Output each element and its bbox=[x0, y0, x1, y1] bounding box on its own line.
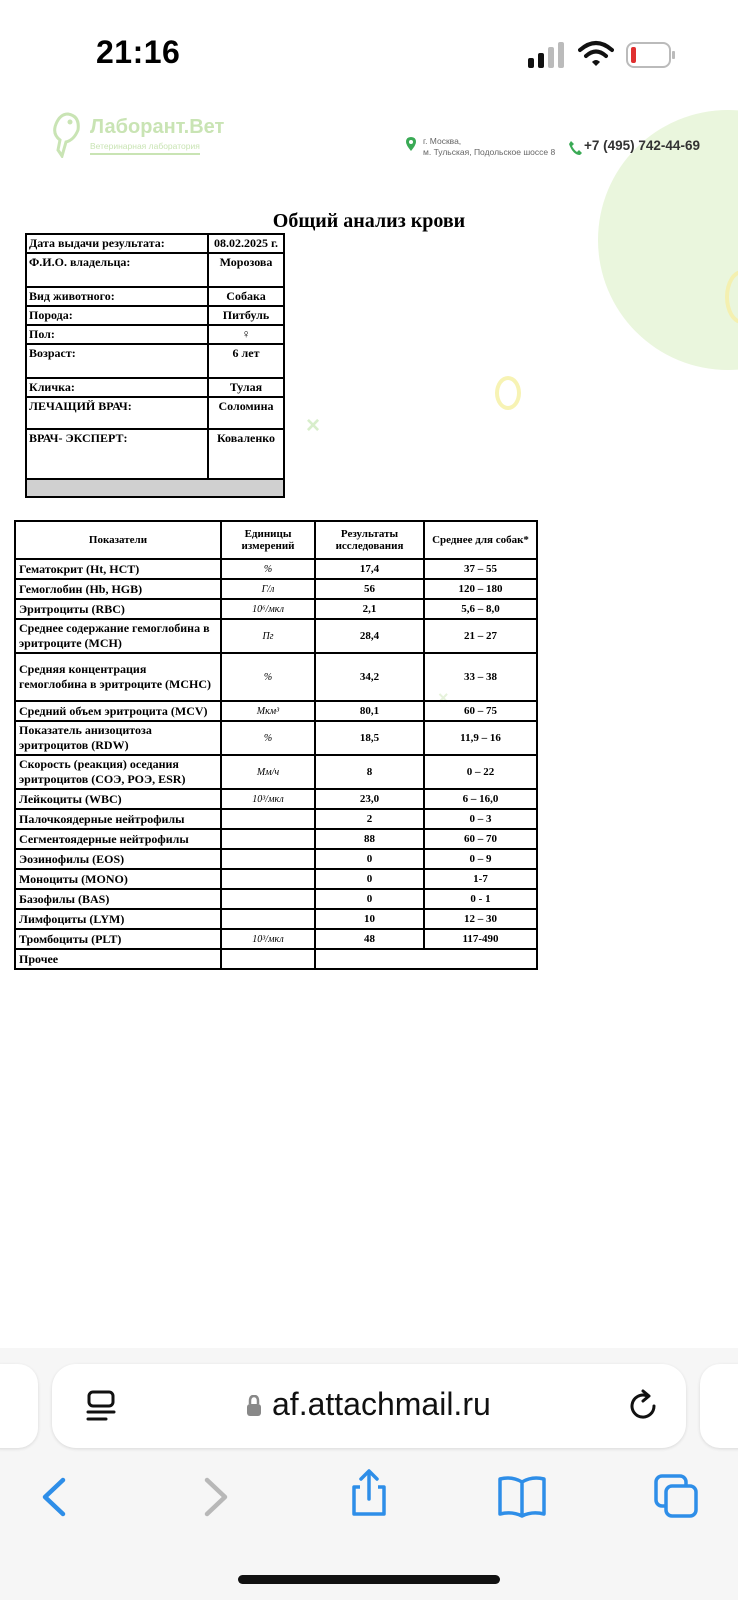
table-row bbox=[15, 809, 537, 829]
info-footer-row bbox=[26, 479, 284, 497]
back-icon[interactable] bbox=[30, 1472, 80, 1522]
bookmarks-icon[interactable] bbox=[497, 1472, 547, 1522]
cell-indicator: Показатель анизоцитоза эритроцитов (RDW) bbox=[15, 721, 221, 755]
table-row bbox=[15, 929, 537, 949]
cell-indicator: Лимфоциты (LYM) bbox=[15, 909, 221, 929]
share-icon[interactable] bbox=[344, 1468, 394, 1518]
lab-address bbox=[423, 136, 555, 158]
cell-norm: 120 – 180 bbox=[424, 579, 537, 599]
cell-norm: 12 – 30 bbox=[424, 909, 537, 929]
cell-indicator: Лейкоциты (WBC) bbox=[15, 789, 221, 809]
cell-norm: 0 – 22 bbox=[424, 755, 537, 789]
table-row bbox=[15, 721, 537, 755]
info-footer-cell bbox=[26, 479, 284, 497]
cell-norm: 11,9 – 16 bbox=[424, 721, 537, 755]
tabs-icon[interactable] bbox=[652, 1472, 702, 1522]
info-value: Коваленко bbox=[208, 429, 284, 479]
cell-indicator: Эритроциты (RBC) bbox=[15, 599, 221, 619]
cell-result: 18,5 bbox=[315, 721, 424, 755]
cell-indicator: Базофилы (BAS) bbox=[15, 889, 221, 909]
cell-indicator: Среднее содержание гемоглобина в эритроците (MCH) bbox=[15, 619, 221, 653]
cell-result: 28,4 bbox=[315, 619, 424, 653]
status-bar bbox=[0, 0, 738, 100]
results-header-row bbox=[15, 521, 537, 559]
patient-info-table bbox=[25, 233, 285, 498]
info-value: 6 лет bbox=[208, 344, 284, 378]
table-row bbox=[15, 889, 537, 909]
lock-icon bbox=[246, 1395, 262, 1417]
table-row bbox=[15, 619, 537, 653]
previous-tab-card[interactable] bbox=[0, 1364, 38, 1448]
logo-subtitle: Ветеринарная лаборатория bbox=[90, 141, 200, 155]
cell-norm: 0 – 9 bbox=[424, 849, 537, 869]
cell-norm: 37 – 55 bbox=[424, 559, 537, 579]
cell-unit bbox=[221, 809, 315, 829]
cell-unit: Пг bbox=[221, 619, 315, 653]
cell-result: 23,0 bbox=[315, 789, 424, 809]
cell-unit: 10⁶/мкл bbox=[221, 599, 315, 619]
table-row bbox=[15, 653, 537, 701]
cell-result: 2,1 bbox=[315, 599, 424, 619]
cell-unit bbox=[221, 909, 315, 929]
cell-norm: 60 – 70 bbox=[424, 829, 537, 849]
cell-indicator: Средний объем эритроцита (MCV) bbox=[15, 701, 221, 721]
col-header-units: Единицы измерений bbox=[221, 521, 315, 559]
cell-indicator: Палочкоядерные нейтрофилы bbox=[15, 809, 221, 829]
cellular-signal-icon bbox=[528, 42, 568, 68]
cell-indicator: Средняя концентрация гемоглобина в эритроците (MCHC) bbox=[15, 653, 221, 701]
pdf-document[interactable] bbox=[0, 100, 738, 1348]
table-row bbox=[15, 849, 537, 869]
info-label: Порода: bbox=[26, 306, 208, 325]
next-tab-card[interactable] bbox=[700, 1364, 738, 1448]
info-value: Тулая bbox=[208, 378, 284, 397]
logo-name: Лаборант.Вет bbox=[90, 116, 225, 138]
decorative-ring bbox=[495, 376, 521, 410]
cell-result: 0 bbox=[315, 849, 424, 869]
address-line: г. Москва, bbox=[423, 136, 462, 146]
info-label: Возраст: bbox=[26, 344, 208, 378]
wifi-icon bbox=[578, 40, 614, 68]
cell-unit bbox=[221, 869, 315, 889]
cell-result: 10 bbox=[315, 909, 424, 929]
table-row bbox=[15, 869, 537, 889]
cell-norm: 5,6 – 8,0 bbox=[424, 599, 537, 619]
info-value: Соломина bbox=[208, 397, 284, 429]
info-label: Пол: bbox=[26, 325, 208, 344]
cell-result: 0 bbox=[315, 889, 424, 909]
battery-low-icon bbox=[626, 42, 676, 68]
cell-result: 80,1 bbox=[315, 701, 424, 721]
forward-icon[interactable] bbox=[190, 1472, 240, 1522]
decorative-cross: × bbox=[306, 412, 321, 439]
info-label: ВРАЧ- ЭКСПЕРТ: bbox=[26, 429, 208, 479]
table-row bbox=[15, 789, 537, 809]
cell-unit: Мм/ч bbox=[221, 755, 315, 789]
info-row bbox=[26, 234, 284, 253]
info-value: Морозова bbox=[208, 253, 284, 287]
cell-norm: 117-490 bbox=[424, 929, 537, 949]
info-value: 08.02.2025 г. bbox=[208, 234, 284, 253]
cell-unit bbox=[221, 949, 315, 969]
table-row bbox=[15, 579, 537, 599]
info-row bbox=[26, 253, 284, 287]
info-label: Дата выдачи результата: bbox=[26, 234, 208, 253]
table-row bbox=[15, 829, 537, 849]
parrot-logo-icon bbox=[50, 110, 84, 158]
cell-result: 34,2 bbox=[315, 653, 424, 701]
decorative-cross: × bbox=[438, 688, 449, 708]
info-label: Ф.И.О. владельца: bbox=[26, 253, 208, 287]
table-row bbox=[15, 909, 537, 929]
table-row bbox=[15, 701, 537, 721]
home-indicator[interactable] bbox=[238, 1575, 500, 1584]
cell-result: 48 bbox=[315, 929, 424, 949]
lab-phone[interactable]: +7 (495) 742-44-69 bbox=[584, 138, 700, 153]
cell-unit bbox=[221, 849, 315, 869]
col-header-indicator: Показатели bbox=[15, 521, 221, 559]
cell-unit: Г/л bbox=[221, 579, 315, 599]
cell-indicator: Моноциты (MONO) bbox=[15, 869, 221, 889]
table-row bbox=[15, 559, 537, 579]
cell-norm: 21 – 27 bbox=[424, 619, 537, 653]
cell-norm: 0 - 1 bbox=[424, 889, 537, 909]
cell-result: 8 bbox=[315, 755, 424, 789]
cell-norm: 33 – 38 bbox=[424, 653, 537, 701]
info-row bbox=[26, 306, 284, 325]
info-value: Собака bbox=[208, 287, 284, 306]
cell-unit bbox=[221, 889, 315, 909]
cell-unit: 10³/мкл bbox=[221, 789, 315, 809]
info-row bbox=[26, 378, 284, 397]
col-header-results: Результаты исследования bbox=[315, 521, 424, 559]
cell-unit: 10³/мкл bbox=[221, 929, 315, 949]
cell-indicator: Тромбоциты (PLT) bbox=[15, 929, 221, 949]
cell-result: 0 bbox=[315, 869, 424, 889]
info-row bbox=[26, 397, 284, 429]
url-text[interactable]: af.attachmail.ru bbox=[272, 1386, 491, 1422]
cell-indicator: Эозинофилы (EOS) bbox=[15, 849, 221, 869]
page-format-icon[interactable] bbox=[86, 1390, 116, 1422]
cell-norm: 1-7 bbox=[424, 869, 537, 889]
info-value: Питбуль bbox=[208, 306, 284, 325]
cell-result: 2 bbox=[315, 809, 424, 829]
cell-indicator: Прочее bbox=[15, 949, 221, 969]
cell-unit: % bbox=[221, 653, 315, 701]
info-value: ♀ bbox=[208, 325, 284, 344]
cell-indicator: Гематокрит (Ht, HCT) bbox=[15, 559, 221, 579]
lab-logo bbox=[50, 110, 225, 158]
info-row bbox=[26, 287, 284, 306]
cell-norm: 0 – 3 bbox=[424, 809, 537, 829]
location-pin-icon bbox=[406, 137, 416, 151]
cell-unit: Мкм³ bbox=[221, 701, 315, 721]
info-row bbox=[26, 344, 284, 378]
table-row bbox=[15, 949, 537, 969]
table-row bbox=[15, 755, 537, 789]
address-line: м. Тульская, Подольское шоссе 8 bbox=[423, 147, 556, 157]
cell-unit: % bbox=[221, 559, 315, 579]
document-title: Общий анализ крови bbox=[272, 210, 466, 232]
col-header-norm: Среднее для собак* bbox=[424, 521, 537, 559]
info-label: Вид животного: bbox=[26, 287, 208, 306]
status-time: 21:16 bbox=[96, 34, 181, 70]
cell-indicator: Скорость (реакция) оседания эритроцитов (СОЭ, РОЭ, ESR) bbox=[15, 755, 221, 789]
cell-result: 56 bbox=[315, 579, 424, 599]
info-row bbox=[26, 429, 284, 479]
cell-norm: 6 – 16,0 bbox=[424, 789, 537, 809]
cell-unit bbox=[221, 829, 315, 849]
info-label: ЛЕЧАЩИЙ ВРАЧ: bbox=[26, 397, 208, 429]
info-row bbox=[26, 325, 284, 344]
cell-norm: 60 – 75 bbox=[424, 701, 537, 721]
results-table bbox=[14, 520, 538, 970]
phone-icon bbox=[568, 140, 582, 156]
info-label: Кличка: bbox=[26, 378, 208, 397]
cell-result: 17,4 bbox=[315, 559, 424, 579]
reload-icon[interactable] bbox=[626, 1389, 660, 1423]
cell-other-value bbox=[315, 949, 537, 969]
table-row bbox=[15, 599, 537, 619]
cell-indicator: Сегментоядерные нейтрофилы bbox=[15, 829, 221, 849]
cell-unit: % bbox=[221, 721, 315, 755]
cell-indicator: Гемоглобин (Hb, HGB) bbox=[15, 579, 221, 599]
cell-result: 88 bbox=[315, 829, 424, 849]
